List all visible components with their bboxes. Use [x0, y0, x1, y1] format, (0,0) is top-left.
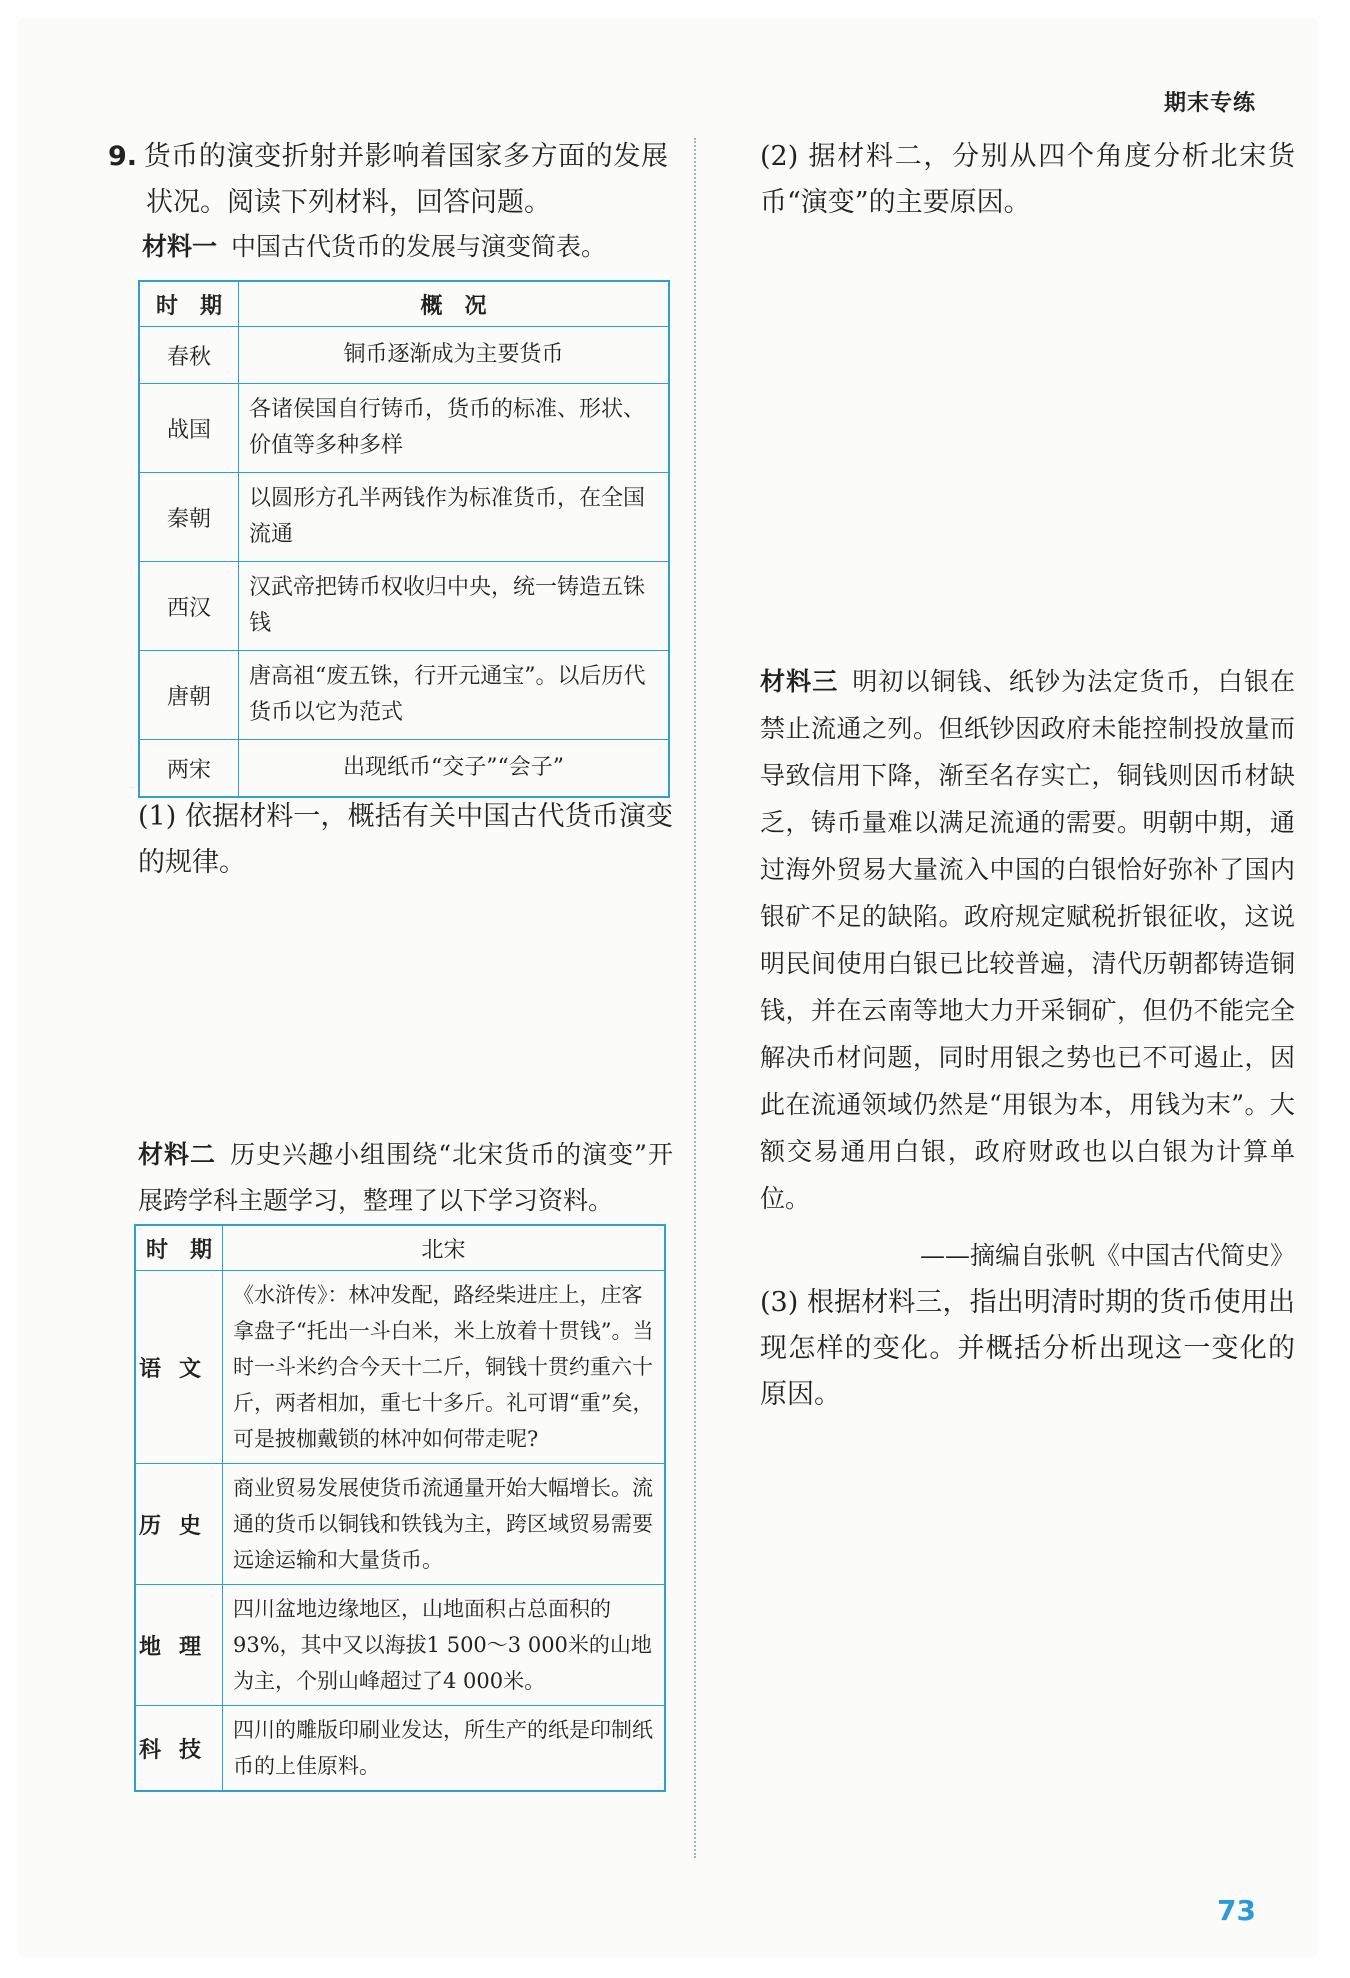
question-2: (2) 据材料二，分别从四个角度分析北宋货币“演变”的主要原因。 — [760, 141, 1295, 218]
table-cell-desc: 铜币逐渐成为主要货币 — [239, 327, 670, 384]
right-column — [760, 134, 1295, 1410]
table-row — [139, 562, 669, 651]
left-column — [108, 134, 673, 1778]
material1-heading — [142, 224, 668, 270]
column-divider — [694, 138, 696, 1858]
question-stem-text: 货币的演变折射并影响着国家多方面的发展状况。阅读下列材料，回答问题。 — [143, 141, 668, 218]
table-row — [135, 1706, 665, 1792]
question-3: (3) 根据材料三，指出明清时期的货币使用出现怎样的变化。并概括分析出现这一变化的原因。 — [760, 1287, 1295, 1410]
table-cell-period: 两宋 — [139, 740, 239, 798]
table-cell-desc: 《水浒传》：林冲发配，路经柴进庄上，庄客拿盘子“托出一斗白米，米上放着十贯钱”。当时一斗米约合今天十二斤，铜钱十贯约重六十斤，两者相加，重七十多斤。礼可谓“重”矣，可是披枷戴锁的林冲如何带走呢? — [223, 1271, 666, 1464]
table-row — [139, 740, 669, 798]
table-cell-period: 春秋 — [139, 327, 239, 384]
material3-text: 明初以铜钱、纸钞为法定货币，白银在禁止流通之列。但纸钞因政府未能控制投放量而导致信用下降，渐至名存实亡，铜钱则因币材缺乏，铸币量难以满足流通的需要。明朝中期，通过海外贸易大量流入中国的白银恰好弥补了国内银矿不足的缺陷。政府规定赋税折银征收，这说明民间使用白银已比较普遍，清代历朝都铸造铜钱，并在云南等地大力开采铜矿，但仍不能完全解决币材问题，同时用银之势也已不可遏止，因此在流通领域仍然是“用银为本，用钱为末”。大额交易通用白银，政府财政也以白银为计算单位。 — [760, 667, 1295, 1213]
table-cell-desc: 唐高祖“废五铢，行开元通宝”。以后历代货币以它为范式 — [239, 651, 670, 740]
table-cell-desc: 各诸侯国自行铸币，货币的标准、形状、价值等多种多样 — [239, 384, 670, 473]
table-header-overview: 概 况 — [239, 281, 670, 327]
table-cell-period: 秦朝 — [139, 473, 239, 562]
material2-intro-text: 历史兴趣小组围绕“北宋货币的演变”开展跨学科主题学习，整理了以下学习资料。 — [138, 1140, 673, 1215]
table-cell-desc: 汉武帝把铸币权收归中央，统一铸造五铢钱 — [239, 562, 670, 651]
table-row — [139, 651, 669, 740]
table-cell-subject — [135, 1585, 223, 1706]
table-row — [139, 327, 669, 384]
table-header-period: 时 期 — [139, 281, 239, 327]
question-1: (1) 依据材料一，概括有关中国古代货币演变的规律。 — [138, 801, 673, 878]
table-cell-period: 西汉 — [139, 562, 239, 651]
table-cell-desc: 出现纸币“交子”“会子” — [239, 740, 670, 798]
table-cell-subject — [135, 1706, 223, 1792]
question-stem — [108, 134, 668, 226]
subject-label: 语文 — [138, 1356, 219, 1382]
table-header-period: 时 期 — [135, 1225, 223, 1271]
table-row — [139, 473, 669, 562]
question-number: 9. — [108, 141, 138, 172]
table-header-northern-song: 北宋 — [223, 1225, 666, 1271]
subject-label: 地理 — [138, 1634, 219, 1660]
table-row — [135, 1585, 665, 1706]
material3-body — [760, 658, 1295, 1222]
page — [18, 18, 1318, 1958]
table-cell-desc: 以圆形方孔半两钱作为标准货币，在全国流通 — [239, 473, 670, 562]
material1-table — [138, 280, 670, 798]
material2-label: 材料二 — [138, 1140, 217, 1169]
table-row — [135, 1271, 665, 1464]
section-header: 期末专练 — [1163, 91, 1256, 116]
material1-title: 中国古代货币的发展与演变简表。 — [231, 232, 607, 261]
subject-label: 科技 — [138, 1737, 219, 1763]
material3-source: ——摘编自张帆《中国古代简史》 — [919, 1241, 1295, 1270]
table-cell-desc: 四川的雕版印刷业发达，所生产的纸是印制纸币的上佳原料。 — [223, 1706, 666, 1792]
table-row — [139, 384, 669, 473]
table-cell-subject — [135, 1271, 223, 1464]
table-cell-subject — [135, 1464, 223, 1585]
table-cell-desc: 四川盆地边缘地区，山地面积占总面积的93%，其中又以海拔1 500～3 000米的山地为主，个别山峰超过了4 000米。 — [223, 1585, 666, 1706]
table-row — [135, 1464, 665, 1585]
table-cell-period: 唐朝 — [139, 651, 239, 740]
subject-label: 历史 — [138, 1513, 219, 1539]
page-number: 73 — [1217, 1894, 1256, 1927]
table-cell-desc: 商业贸易发展使货币流通量开始大幅增长。流通的货币以铜钱和铁钱为主，跨区域贸易需要远途运输和大量货币。 — [223, 1464, 666, 1585]
material2-table — [134, 1224, 666, 1792]
material2-intro — [138, 1132, 673, 1224]
material3-label: 材料三 — [760, 667, 839, 696]
material1-label: 材料一 — [142, 232, 218, 261]
table-cell-period: 战国 — [139, 384, 239, 473]
